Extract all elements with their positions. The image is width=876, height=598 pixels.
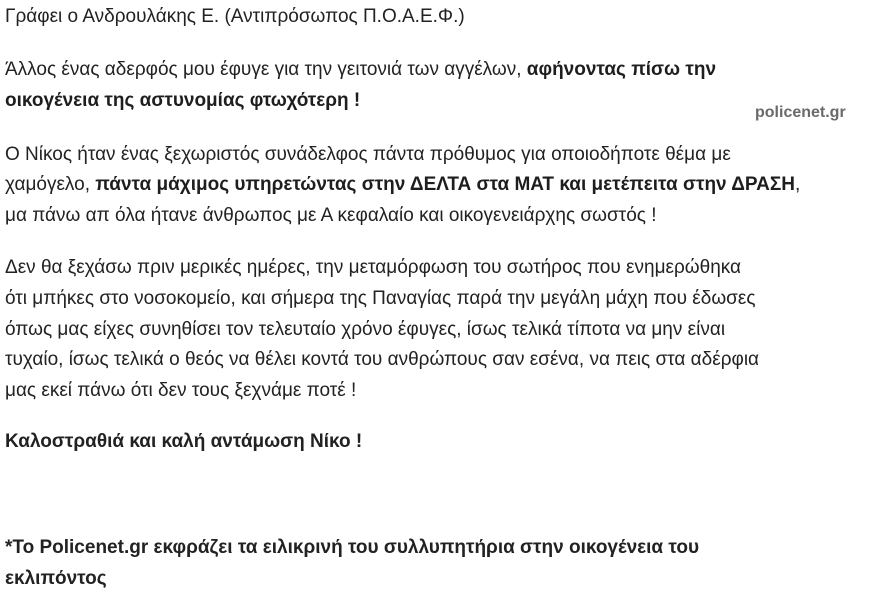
- paragraph-2-line-3: μα πάνω απ όλα ήτανε άνθρωπος με Α κεφαλαίο και οικογενειάρχης σωστός !: [5, 205, 657, 226]
- watermark-logo: policenet.gr: [755, 104, 846, 121]
- bold-text: αφήνοντας πίσω την: [526, 59, 717, 80]
- paragraph-3-line-3: όπως μας είχες συνηθίσει τον τελευταίο χρόνο έφυγες, ίσως τελικά τίποτα να μην είναι: [5, 319, 726, 340]
- text: Άλλος ένας αδερφός μου έφυγε για την γειτονιά των αγγέλων,: [5, 59, 527, 80]
- note-line-1: *Το Policenet.gr εκφράζει τα ειλικρινή του συλλυπητήρια στην οικογένεια του: [5, 537, 700, 558]
- farewell: Καλοστραθιά και καλή αντάμωση Νίκο !: [5, 431, 363, 452]
- paragraph-2-line-1: Ο Νίκος ήταν ένας ξεχωριστός συνάδελφος πάντα πρόθυμος για οποιοδήποτε θέμα με: [5, 144, 731, 165]
- bold-text: πάντα μάχιμος υπηρετώντας στην ΔΕΛΤΑ στα ΜΑΤ και μετέπειτα στην ΔΡΑΣΗ: [95, 174, 795, 195]
- paragraph-1-line-2: [5, 90, 360, 112]
- text: χαμόγελο,: [5, 174, 96, 195]
- paragraph-3-line-2: ότι μπήκες στο νοσοκομείο, και σήμερα της Παναγίας παρά την μεγάλη μάχη που έδωσες: [5, 288, 756, 309]
- paragraph-3-line-4: τυχαίο, ίσως τελικά ο θεός να θέλει κοντά του ανθρώπους σαν εσένα, να πεις στα αδέρφια: [5, 349, 760, 370]
- paragraph-1-line-1: [5, 59, 716, 81]
- note-line-2: εκλιπόντος: [5, 568, 107, 589]
- text: ,: [794, 174, 801, 195]
- byline: Γράφει ο Ανδρουλάκης Ε. (Αντιπρόσωπος Π.Ο.Α.Ε.Φ.): [5, 6, 465, 27]
- paragraph-3-line-1: Δεν θα ξεχάσω πριν μερικές ημέρες, την μεταμόρφωση του σωτήρος που ενημερώθηκα: [5, 257, 742, 278]
- paragraph-3-line-5: μας εκεί πάνω ότι δεν τους ξεχνάμε ποτέ !: [5, 380, 357, 401]
- bold-text: οικογένεια της αστυνομίας φτωχότερη !: [5, 90, 361, 111]
- paragraph-2-line-2: [5, 174, 800, 196]
